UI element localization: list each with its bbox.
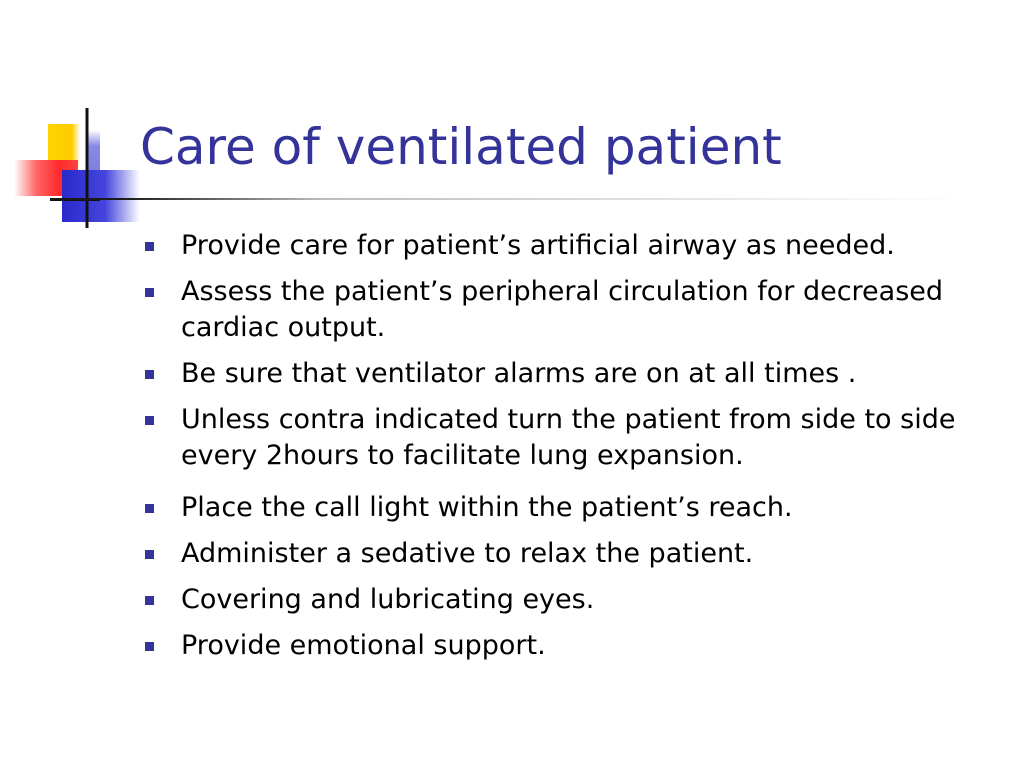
bullet-text: Administer a sedative to relax the patient. — [181, 538, 754, 569]
bullet-text: Be sure that ventilator alarms are on at all times . — [181, 358, 857, 389]
square-bullet-icon — [145, 242, 154, 251]
slide-title: Care of ventilated patient — [140, 118, 782, 176]
bullet-text: Assess the patient’s peripheral circulation for decreased cardiac output. — [181, 276, 944, 343]
square-bullet-icon — [145, 642, 154, 651]
list-item — [145, 356, 1005, 392]
bullet-text: Provide emotional support. — [181, 630, 546, 661]
square-bullet-icon — [145, 550, 154, 559]
bullet-text: Provide care for patient’s artificial airway as needed. — [181, 230, 895, 261]
list-item — [145, 402, 1005, 474]
square-bullet-icon — [145, 288, 154, 297]
decorative-corner-logo — [0, 0, 150, 240]
list-item — [145, 228, 1005, 264]
list-item — [145, 536, 1005, 572]
list-item — [145, 490, 1005, 526]
square-bullet-icon — [145, 504, 154, 513]
square-bullet-icon — [145, 416, 154, 425]
square-bullet-icon — [145, 370, 154, 379]
list-item — [145, 628, 1005, 664]
bullet-text: Place the call light within the patient’s reach. — [181, 492, 793, 523]
bullet-text: Unless contra indicated turn the patient from side to side every 2hours to facilitate lung expansion. — [181, 404, 956, 471]
list-item — [145, 274, 1005, 346]
bullet-list — [145, 228, 1005, 674]
square-bullet-icon — [145, 596, 154, 605]
title-underline — [50, 198, 964, 200]
bullet-text: Covering and lubricating eyes. — [181, 584, 595, 615]
list-item — [145, 582, 1005, 618]
